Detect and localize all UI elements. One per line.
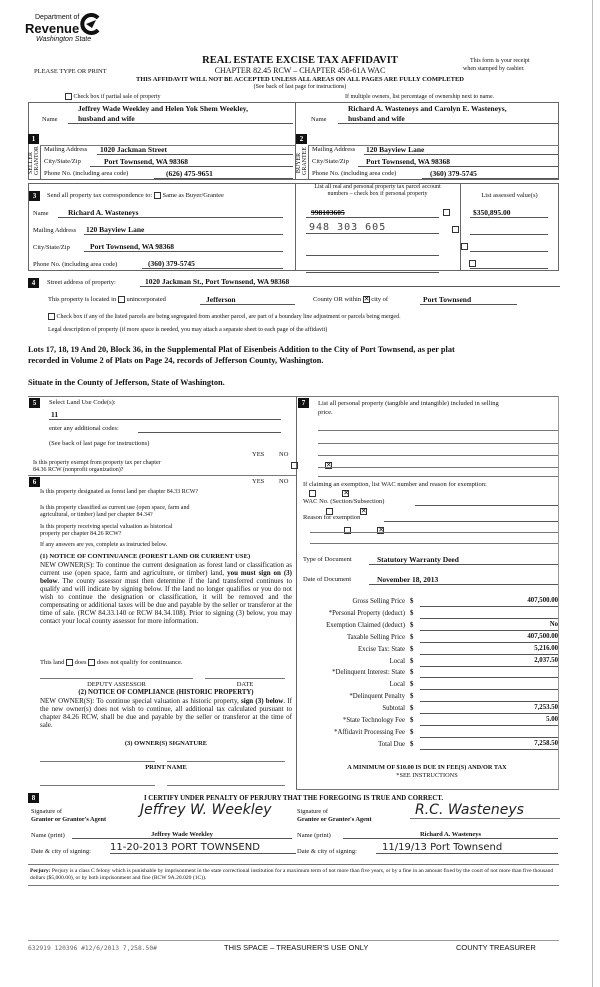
- personal-property-checkbox-1: [443, 209, 450, 216]
- dollar-sign: $: [410, 717, 414, 724]
- multiple-owners-note: If multiple owners, list percentage of ownership next to name.: [345, 94, 495, 100]
- section-5-number: 5: [29, 398, 40, 408]
- located-in-label: This property is located in: [48, 296, 117, 303]
- grantee-name: Richard A. Wasteneys: [343, 831, 558, 839]
- notice-compliance-text: NEW OWNER(S): To continue special valuation as historic property, sign (3) below. If the new owner(s) does not wish to continue, all additional tax calculated pursuant to chapter 84.26 RCW, shall be due and payable by the seller or transferor at the time of sale.: [40, 697, 292, 729]
- corr-mail-label: Mailing Address: [33, 227, 77, 234]
- tax-row-value: [420, 668, 558, 678]
- dollar-sign: $: [410, 669, 414, 677]
- buyer-mail-label: Mailing Address: [312, 146, 356, 153]
- see-instructions: *SEE INSTRUCTIONS: [396, 772, 458, 779]
- please-type: PLEASE TYPE OR PRINT: [34, 68, 107, 75]
- within-city-checkbox: ✕: [363, 295, 370, 304]
- tax-row-value: 407,500.00: [420, 633, 558, 643]
- unincorporated-checkbox: [118, 296, 125, 303]
- dollar-sign: $: [410, 645, 414, 653]
- segregated-label: Check box if any of the listed parcels are being segregated from another parcel, are part of a boundary line adjustment or parcels being merged.: [56, 313, 401, 320]
- tax-row-value: 7,258.50: [420, 740, 558, 750]
- grantee-date-label: Date & city of signing:: [297, 848, 357, 855]
- tax-row-value: 7,253.50: [420, 704, 558, 714]
- does-not-label: does not qualify for continuance.: [96, 659, 183, 666]
- corr-phone-label: Phone No. (including area code): [33, 261, 118, 268]
- corr-name: Richard A. Wasteneys: [58, 208, 283, 218]
- seller-phone: (626) 475-9651: [154, 169, 293, 179]
- buyer-grantee-label: BUYER GRANTEE: [296, 147, 308, 175]
- assessed-header: List assessed value(s): [481, 192, 538, 199]
- seller-city: Port Townsend, WA 98368: [90, 157, 293, 167]
- tax-row-label: *Affidavit Processing Fee: [334, 728, 405, 736]
- land-use-see-back: (See back of last page for instructions): [49, 440, 150, 447]
- print-name-label: PRINT NAME: [145, 764, 187, 771]
- perjury-statement: Perjury: Perjury is a class C felony which is punishable by imprisonment in the state correctional institution for a maximum term of not more than five years, or by a fine in an amount fixed by the court of not more than five thousand dollars ($5,000.00), or by both imprisonment and fine (RCW 9A.20.020 (1C)).: [30, 868, 554, 881]
- dollar-sign: $: [410, 609, 414, 617]
- section-7-number: 7: [298, 398, 309, 408]
- land-use-code: 11: [49, 410, 281, 420]
- situate-text: Situate in the County of Jefferson, State of Washington.: [28, 378, 225, 387]
- tax-row-label: Gross Selling Price: [352, 598, 405, 605]
- section-8-number: 8: [28, 793, 39, 803]
- grantee-date-city: 11/19/13 Port Townsend: [376, 842, 558, 854]
- seller-phone-label: Phone No. (including area code): [44, 170, 129, 177]
- grantee-signature-label: Signature of Grantee or Grantee's Agent: [297, 808, 372, 823]
- tax-row-label: *Delinquent Interest: State: [332, 669, 405, 677]
- section-2-number: 2: [296, 134, 307, 144]
- this-land-label: This land: [40, 659, 65, 666]
- buyer-name-label: Name: [311, 116, 327, 123]
- corr-name-label: Name: [33, 210, 49, 217]
- exempt-yes-checkbox: [291, 462, 298, 469]
- additional-codes-label: enter any additional codes:: [49, 425, 119, 432]
- tax-row-value: 407,500.00: [420, 597, 558, 607]
- seller-name-2: husband and wife: [68, 114, 293, 124]
- grantee-signature: R.C. Wasteneys: [415, 802, 524, 818]
- historical-question: Is this property receiving special valuation as historical property per chapter 84.26 RCW?: [40, 524, 173, 537]
- doc-date-label: Date of Document: [303, 576, 352, 583]
- buyer-phone: (360) 379-5745: [422, 169, 558, 179]
- section5-no: NO: [279, 451, 289, 458]
- grantor-signature: Jeffrey W. Weekley: [140, 802, 272, 818]
- buyer-name-2: husband and wife: [338, 114, 558, 124]
- section-3-number: 3: [29, 191, 40, 201]
- corr-phone: (360) 379-5745: [142, 259, 283, 269]
- corr-mail: 120 Bayview Lane: [84, 225, 283, 235]
- street-label: Street address of property:: [47, 279, 116, 286]
- property-street: 1020 Jackman St., Port Townsend, WA 98368: [140, 277, 560, 287]
- buyer-mail: 120 Bayview Lane: [364, 145, 558, 155]
- current-use-no-checkbox: ✕: [360, 506, 367, 515]
- section-4-number: 4: [28, 278, 39, 288]
- section-6-number: 6: [29, 477, 40, 487]
- tax-row-label: Taxable Selling Price: [346, 633, 405, 641]
- tax-row-value: [420, 692, 558, 702]
- legal-description-2: recorded in Volume 2 of Plats on Page 24, records of Jefferson County, Washington.: [28, 356, 324, 365]
- exemption-label: If claiming an exemption, list WAC number and reason for exemption:: [303, 481, 487, 488]
- forest-no-checkbox: ✕: [343, 488, 350, 497]
- seller-mail: 1020 Jackman Street: [97, 145, 293, 155]
- does-label: does: [74, 659, 87, 666]
- tax-row-value: 2,037.50: [420, 657, 558, 667]
- section6-yes: YES: [252, 478, 265, 485]
- grantor-date-city: 11-20-2013 PORT TOWNSEND: [110, 842, 296, 854]
- owner-signature-label: (3) OWNER(S) SIGNATURE: [124, 740, 208, 747]
- receipt-note-1: This form is your receipt: [470, 58, 530, 64]
- tax-row-label: *Delinquent Penalty: [349, 693, 405, 701]
- corr-city-label: City/State/Zip: [33, 244, 70, 251]
- forest-yes-checkbox: [309, 490, 316, 497]
- logo-mark-icon: [78, 12, 102, 36]
- doc-type-label: Type of Document: [303, 556, 352, 563]
- notice-compliance-title: (2) NOTICE OF COMPLIANCE (HISTORIC PROPERTY): [78, 689, 254, 696]
- section5-yes: YES: [252, 451, 265, 458]
- logo-line3: Washington State: [36, 36, 92, 43]
- seller-grantor-label: SELLER GRANTOR: [28, 146, 40, 175]
- treasurer-use-only: THIS SPACE – TREASURER'S USE ONLY: [224, 943, 369, 952]
- dollar-sign: $: [410, 693, 414, 701]
- reason-label: Reason for exemption: [303, 514, 361, 521]
- wac-label: WAC No. (Section/Subsection): [303, 498, 385, 505]
- correspondence-label: Send all property tax correspondence to:: [47, 192, 153, 199]
- grantor-date-label: Date & city of signing:: [31, 848, 91, 855]
- does-not-checkbox: [88, 659, 95, 666]
- form-title: REAL ESTATE EXCISE TAX AFFIDAVIT: [202, 55, 398, 66]
- seller-mail-label: Mailing Address: [44, 146, 88, 153]
- does-checkbox: [66, 659, 73, 666]
- exempt-no-checkbox: ✕: [325, 460, 332, 469]
- tax-row-label: Subtotal: [382, 705, 405, 713]
- tax-row-label: *State Technology Fee: [342, 717, 405, 724]
- tax-row-label: Local: [389, 681, 405, 689]
- partial-sale-label: Check box if partial sale of property: [73, 93, 161, 100]
- city-of-label: city of: [371, 296, 389, 303]
- section-1-number: 1: [28, 134, 39, 144]
- tax-row-value: 5,216.00: [420, 645, 558, 655]
- grantee-name-label: Name (print): [297, 832, 331, 839]
- parcel-header: List all real and personal property tax parcel account numbers – check box if personal property: [314, 184, 441, 197]
- minimum-due-note: A MINIMUM OF $10.00 IS DUE IN FEE(S) AND/OR TAX: [347, 764, 507, 771]
- section6-no: NO: [279, 478, 289, 485]
- additional-codes-field: [138, 424, 281, 433]
- forest-land-question: Is this property designated as forest land per chapter 84.33 RCW?: [40, 489, 199, 495]
- same-as-buyer-label: Same as Buyer/Grantee: [162, 192, 224, 199]
- dollar-sign: $: [410, 681, 414, 689]
- personal-property-checkbox-3: [461, 243, 468, 250]
- form-chapter: CHAPTER 82.45 RCW – CHAPTER 458-61A WAC: [214, 66, 386, 75]
- buyer-city: Port Townsend, WA 98368: [358, 157, 558, 167]
- current-use-question: Is this property classified as current use (open space, farm and agricultural, or timber) land per chapter 84.34?: [40, 505, 190, 518]
- tax-row-label: Total Due: [378, 740, 405, 748]
- certify-statement: I CERTIFY UNDER PENALTY OF PERJURY THAT THE FOREGOING IS TRUE AND CORRECT.: [143, 795, 444, 802]
- treasurer-stamp: 632919 120396 #12/6/2013 7,258.50#: [28, 945, 157, 952]
- personal-property-label: List all personal property (tangible and intangible) included in selling price.: [318, 400, 499, 416]
- buyer-name-1: Richard A. Wasteneys and Carolyn E. Wasteneys,: [348, 104, 507, 113]
- unincorporated-label: unincorporated: [126, 296, 166, 303]
- legal-description-1: Lots 17, 18, 19 And 20, Block 36, in the Supplemental Plat of Eisenbeis Addition to the City of Port Townsend, as per plat: [28, 345, 455, 354]
- assessed-value-1: $350,895.00: [470, 208, 548, 218]
- personal-property-checkbox-2: [452, 226, 459, 233]
- grantor-name-label: Name (print): [31, 832, 65, 839]
- partial-sale-checkbox: [65, 93, 72, 100]
- corr-city: Port Townsend, WA 98368: [84, 242, 283, 252]
- property-city: Port Townsend: [420, 295, 517, 305]
- same-as-buyer-checkbox: [154, 192, 161, 199]
- tax-row-label: Exemption Claimed (deduct): [326, 621, 405, 629]
- doc-type: Statutory Warranty Deed: [369, 555, 558, 565]
- exempt-question: Is this property exempt from property tax per chapter 84.36 RCW (nonprofit organization)?: [33, 460, 161, 473]
- tax-row-value: [420, 680, 558, 690]
- tax-row-label: *Personal Property (deduct): [328, 609, 405, 617]
- wac-field: [415, 497, 558, 506]
- dollar-sign: $: [410, 740, 414, 748]
- deputy-assessor-label: DEPUTY ASSESSOR: [87, 681, 146, 688]
- dollar-sign: $: [410, 657, 414, 665]
- tax-row-label: Excise Tax: State: [358, 645, 405, 653]
- property-county: Jefferson: [200, 295, 295, 305]
- tax-row-value: 5.00: [420, 716, 558, 726]
- dollar-sign: $: [410, 598, 414, 605]
- logo-line2: Revenue: [25, 21, 80, 36]
- legal-description-label: Legal description of property (if more space is needed, you may attach a separate sheet to each page of the affidavit): [48, 327, 328, 333]
- historical-no-checkbox: ✕: [378, 525, 385, 534]
- if-yes-note: If any answers are yes, complete as instructed below.: [40, 542, 168, 548]
- receipt-note-2: when stamped by cashier.: [463, 66, 525, 72]
- parcel-2: 948 303 605: [306, 222, 439, 234]
- notice-continuance-title: (1) NOTICE OF CONTINUANCE (FOREST LAND OR CURRENT USE): [40, 553, 251, 560]
- seller-name-label: Name: [42, 116, 58, 123]
- seller-name-1: Jeffrey Wade Weekley and Helen Yok Shem Weekley,: [78, 104, 249, 113]
- logo-line1: Department of: [35, 14, 80, 21]
- dollar-sign: $: [410, 621, 414, 629]
- seller-city-label: City/State/Zip: [44, 158, 81, 165]
- buyer-phone-label: Phone No. (including area code): [312, 170, 397, 177]
- parcel-1: 998103605: [306, 208, 439, 218]
- notice-continuance-text: NEW OWNER(S): To continue the current designation as forest land or classification as current use (open space, farm and agriculture, or timber) land, you must sign on (3) below. The county assessor must then determine if the land transferred continues to qualify and will indicate by signing below. If the land no longer qualifies or you do not wish to continue the designation or classification, it will be removed and the compensating or additional taxes will be due and payable by the seller or transferor at the time of sale. (RCW 84.33.140 or RCW 84.34.108). Prior to signing (3) below, you may contact your local county assessor for more information.: [40, 561, 292, 625]
- grantor-signature-label: Signature of Grantor or Grantor's Agent: [31, 808, 107, 823]
- doc-date: November 18, 2013: [369, 575, 558, 585]
- county-treasurer: COUNTY TREASURER: [456, 943, 536, 952]
- tax-row-value: [420, 728, 558, 738]
- grantor-name: Jeffrey Wade Weekley: [72, 831, 292, 839]
- reason-field: [384, 513, 558, 522]
- see-back: (See back of last page for instructions): [253, 84, 347, 90]
- buyer-city-label: City/State/Zip: [312, 158, 349, 165]
- tax-row-value: No: [420, 621, 558, 631]
- land-use-label: Select Land Use Code(s):: [49, 399, 116, 406]
- dollar-sign: $: [410, 633, 414, 641]
- tax-row-value: [420, 609, 558, 619]
- warning: THIS AFFIDAVIT WILL NOT BE ACCEPTED UNLESS ALL AREAS ON ALL PAGES ARE FULLY COMPLETED: [136, 76, 464, 83]
- tax-row-label: Local: [389, 657, 405, 665]
- county-or-within: County OR within: [313, 296, 362, 303]
- dollar-sign: $: [410, 728, 414, 736]
- segregated-checkbox: [48, 313, 55, 320]
- date-label: DATE: [236, 681, 254, 688]
- dollar-sign: $: [410, 705, 414, 713]
